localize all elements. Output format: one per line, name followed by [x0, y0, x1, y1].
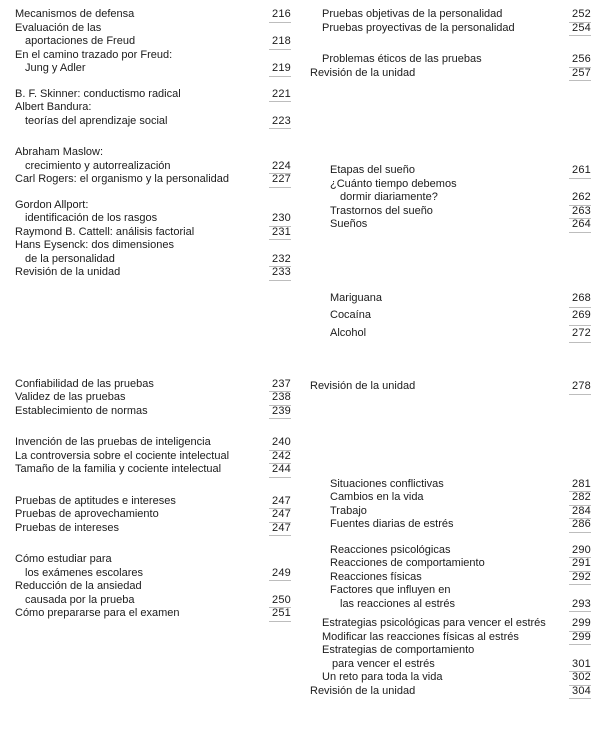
- toc-entry-text: Raymond B. Cattell: análisis factorial: [15, 225, 195, 238]
- toc-entry-text: Revisión de la unidad: [310, 66, 416, 79]
- toc-entry-line: [15, 391, 291, 405]
- toc-entry-text: Cambios en la vida: [330, 491, 424, 503]
- toc-page-number: 244: [269, 463, 291, 478]
- toc-entry-text: Situaciones conflictivas: [330, 477, 444, 490]
- toc-entry: [310, 518, 591, 532]
- toc-page-number: 278: [569, 380, 591, 395]
- toc-entry-text: Un reto para toda la vida: [322, 671, 443, 683]
- toc-group: [310, 380, 591, 394]
- toc-entry-text: Problemas éticos de las pruebas: [322, 53, 482, 65]
- toc-entry-text: Pruebas objetivas de la personalidad: [322, 8, 503, 20]
- toc-entry-line: [15, 495, 291, 509]
- toc-entry-line: [330, 557, 591, 571]
- toc-group: [310, 290, 591, 343]
- toc-entry: [15, 553, 291, 580]
- toc-entry-line: [15, 450, 291, 464]
- toc-entry-text: Revisión de la unidad: [310, 380, 416, 392]
- toc-entry: [310, 380, 591, 394]
- toc-entry-line: [330, 571, 591, 585]
- toc-entry: [15, 226, 291, 240]
- toc-group: [15, 8, 291, 76]
- toc-entry-text: Cocaína: [330, 309, 371, 321]
- toc-entry-line: [15, 239, 291, 253]
- toc-page-number: 227: [269, 173, 291, 188]
- toc-entry: [310, 164, 591, 178]
- toc-entry: [310, 178, 591, 205]
- toc-entry-text: Pruebas proyectivas de la personalidad: [322, 21, 515, 34]
- toc-entry: [310, 8, 591, 22]
- toc-page-number: 304: [569, 685, 591, 700]
- toc-page-number: 299: [569, 631, 591, 646]
- toc-page-number: 302: [569, 671, 591, 686]
- toc-entry-line: [15, 567, 291, 581]
- toc-entry-text: Invención de las pruebas de inteligencia: [15, 436, 211, 448]
- toc-entry-line: [15, 35, 291, 49]
- toc-entry: [310, 491, 591, 505]
- toc-page-number: 221: [269, 88, 291, 103]
- toc-page-number: 286: [569, 518, 591, 533]
- toc-page-number: 247: [269, 495, 291, 510]
- toc-entry: [310, 67, 591, 81]
- toc-page-number: 216: [269, 8, 291, 23]
- toc-entry-text: Etapas del sueño: [330, 164, 416, 176]
- toc-group: [310, 53, 591, 80]
- toc-page-number: 299: [569, 617, 591, 632]
- toc-entry-text: teorías del aprendizaje social: [25, 114, 168, 127]
- toc-page-number: 218: [269, 35, 291, 50]
- toc-entry-text: Tamaño de la familia y cociente intelectual: [15, 463, 222, 475]
- toc-entry-line: [330, 307, 591, 325]
- toc-entry: [310, 325, 591, 343]
- toc-entry: [310, 544, 591, 558]
- toc-group: [15, 553, 291, 621]
- toc-entry: [15, 522, 291, 536]
- toc-entry-text: Evaluación de las: [15, 21, 102, 34]
- toc-entry-line: [330, 598, 591, 612]
- toc-entry: [310, 644, 591, 671]
- toc-page-number: 262: [569, 191, 591, 206]
- toc-entry-line: [15, 594, 291, 608]
- toc-entry-line: [330, 178, 591, 192]
- toc-column-left: [15, 8, 291, 621]
- toc-page-number: 237: [269, 378, 291, 393]
- toc-entry-text: Alcohol: [330, 326, 367, 339]
- toc-entry-text: de la personalidad: [25, 252, 115, 265]
- toc-group: [310, 478, 591, 532]
- toc-entry-line: [15, 378, 291, 392]
- toc-entry-line: [15, 146, 291, 160]
- toc-page-number: 252: [569, 8, 591, 23]
- toc-group: [310, 8, 591, 35]
- toc-page-number: 240: [269, 436, 291, 451]
- toc-entry: [15, 101, 291, 128]
- toc-entry-text: las reacciones al estrés: [340, 597, 455, 610]
- toc-entry-text: causada por la prueba: [25, 593, 135, 606]
- toc-entry: [15, 450, 291, 464]
- toc-entry-text: Estrategias psicológicas para vencer el estrés: [322, 617, 546, 629]
- toc-entry-text: Gordon Allport:: [15, 198, 89, 211]
- toc-entry-text: Estrategias de comportamiento: [322, 644, 475, 656]
- toc-entry-line: [15, 522, 291, 536]
- toc-entry: [310, 53, 591, 67]
- toc-entry-line: [15, 88, 291, 102]
- toc-entry-text: Cómo estudiar para: [15, 553, 112, 565]
- toc-entry: [15, 463, 291, 477]
- toc-entry-line: [330, 584, 591, 598]
- toc-entry-line: [330, 325, 591, 343]
- toc-entry-text: los exámenes escolares: [25, 566, 144, 579]
- toc-entry-text: Pruebas de aptitudes e intereses: [15, 494, 176, 507]
- toc-group: [310, 617, 591, 698]
- toc-page-number: 231: [269, 226, 291, 241]
- toc-entry: [310, 218, 591, 232]
- toc-entry-line: [310, 380, 591, 394]
- toc-entry: [15, 49, 291, 76]
- toc-entry-line: [310, 67, 591, 81]
- toc-entry-line: [330, 544, 591, 558]
- toc-entry: [15, 173, 291, 187]
- toc-entry: [15, 8, 291, 22]
- toc-entry-line: [330, 505, 591, 519]
- toc-entry: [15, 266, 291, 280]
- toc-entry: [15, 405, 291, 419]
- toc-entry: [310, 205, 591, 219]
- toc-page-number: 261: [569, 164, 591, 179]
- toc-entry-text: B. F. Skinner: conductismo radical: [15, 87, 181, 100]
- toc-entry-text: Mariguana: [330, 291, 382, 304]
- toc-entry-line: [322, 671, 591, 685]
- toc-entry-line: [15, 160, 291, 174]
- toc-entry-line: [330, 218, 591, 232]
- toc-page-number: 224: [269, 160, 291, 175]
- toc-entry-line: [15, 553, 291, 567]
- toc-group: [15, 146, 291, 187]
- toc-entry: [15, 22, 291, 49]
- toc-entry-line: [15, 508, 291, 522]
- toc-page-number: 250: [269, 594, 291, 609]
- toc-entry-line: [322, 658, 591, 672]
- toc-entry-text: Pruebas de aprovechamiento: [15, 508, 159, 520]
- toc-entry: [15, 508, 291, 522]
- toc-page-number: 291: [569, 557, 591, 572]
- toc-page-number: 247: [269, 508, 291, 523]
- toc-entry-text: Trabajo: [330, 504, 367, 517]
- toc-entry-text: Hans Eysenck: dos dimensiones: [15, 239, 174, 251]
- toc-entry-line: [15, 101, 291, 115]
- toc-entry-text: En el camino trazado por Freud:: [15, 48, 173, 61]
- toc-entry-line: [15, 173, 291, 187]
- toc-entry-line: [15, 607, 291, 621]
- toc-entry-line: [322, 644, 591, 658]
- toc-entry: [15, 88, 291, 102]
- toc-entry-line: [330, 518, 591, 532]
- toc-entry-text: Reacciones psicológicas: [330, 543, 451, 556]
- toc-entry-text: Cómo prepararse para el examen: [15, 607, 180, 619]
- toc-entry: [310, 557, 591, 571]
- toc-entry: [310, 631, 591, 645]
- toc-entry: [310, 505, 591, 519]
- toc-entry-text: Confiabilidad de las pruebas: [15, 377, 154, 390]
- toc-entry-line: [330, 164, 591, 178]
- toc-entry-line: [322, 631, 591, 645]
- toc-entry: [15, 239, 291, 266]
- toc-entry-text: Reacciones de comportamiento: [330, 557, 485, 569]
- toc-entry: [15, 199, 291, 226]
- toc-group: [15, 378, 291, 419]
- toc-page-number: 251: [269, 607, 291, 622]
- toc-entry-line: [330, 478, 591, 492]
- toc-entry-line: [15, 212, 291, 226]
- toc-entry-text: Revisión de la unidad: [310, 684, 416, 697]
- toc-page-number: 290: [569, 544, 591, 559]
- toc-entry-line: [322, 617, 591, 631]
- toc-entry: [310, 685, 591, 699]
- toc-entry-line: [15, 226, 291, 240]
- toc-entry-line: [15, 199, 291, 213]
- toc-entry-text: Modificar las reacciones físicas al estrés: [322, 630, 519, 643]
- toc-entry-text: Carl Rogers: el organismo y la personalidad: [15, 173, 229, 185]
- toc-entry-text: Reducción de la ansiedad: [15, 580, 142, 592]
- toc-entry-text: aportaciones de Freud: [25, 35, 136, 47]
- toc-entry-line: [15, 463, 291, 477]
- toc-entry-text: Jung y Adler: [25, 62, 86, 74]
- toc-entry-line: [15, 580, 291, 594]
- toc-page-number: 293: [569, 598, 591, 613]
- toc-entry-text: Mecanismos de defensa: [15, 8, 135, 20]
- toc-page-number: 249: [269, 567, 291, 582]
- toc-entry-line: [15, 49, 291, 63]
- toc-entry: [15, 495, 291, 509]
- toc-page-number: 230: [269, 212, 291, 227]
- toc-entry-text: Abraham Maslow:: [15, 146, 104, 158]
- toc-page-number: 238: [269, 391, 291, 406]
- toc-entry: [310, 617, 591, 631]
- toc-entry-text: crecimiento y autorrealización: [25, 159, 171, 172]
- toc-page-number: 233: [269, 266, 291, 281]
- toc-entry-text: Revisión de la unidad: [15, 266, 121, 278]
- toc-entry: [310, 571, 591, 585]
- toc-entry-text: Fuentes diarias de estrés: [330, 518, 454, 530]
- toc-entry-text: Reacciones físicas: [330, 570, 422, 583]
- toc-entry-line: [322, 8, 591, 22]
- toc-page-number: 284: [569, 505, 591, 520]
- toc-entry-text: Trastornos del sueño: [330, 204, 433, 217]
- toc-entry: [310, 290, 591, 308]
- toc-entry-text: Pruebas de intereses: [15, 521, 119, 534]
- toc-page-number: 247: [269, 522, 291, 537]
- toc-page-number: 282: [569, 491, 591, 506]
- toc-page-number: 257: [569, 67, 591, 82]
- toc-entry: [310, 584, 591, 611]
- toc-entry-text: ¿Cuánto tiempo debemos: [330, 177, 457, 190]
- toc-entry-line: [15, 436, 291, 450]
- toc-entry: [15, 580, 291, 607]
- toc-entry-line: [330, 191, 591, 205]
- toc-entry-text: Factores que influyen en: [330, 584, 451, 596]
- toc-group: [15, 495, 291, 536]
- toc-entry: [15, 146, 291, 173]
- toc-entry-line: [322, 22, 591, 36]
- toc-entry-line: [15, 8, 291, 22]
- toc-group: [310, 544, 591, 612]
- toc-entry: [15, 391, 291, 405]
- toc-page-number: 301: [569, 658, 591, 673]
- toc-group: [15, 436, 291, 477]
- toc-entry-text: para vencer el estrés: [332, 657, 435, 670]
- toc-page-number: 263: [569, 205, 591, 220]
- toc-entry-line: [15, 253, 291, 267]
- toc-page-number: 281: [569, 478, 591, 493]
- toc-entry-line: [15, 405, 291, 419]
- toc-entry: [310, 671, 591, 685]
- toc-entry-line: [330, 205, 591, 219]
- toc-page-number: 256: [569, 53, 591, 68]
- toc-page-number: 272: [569, 325, 591, 344]
- toc-entry-line: [310, 685, 591, 699]
- toc-entry-line: [330, 290, 591, 308]
- toc-entry-text: Validez de las pruebas: [15, 391, 126, 403]
- toc-page-number: 269: [569, 307, 591, 326]
- toc-group: [15, 199, 291, 280]
- toc-entry-line: [15, 62, 291, 76]
- toc-entry: [310, 478, 591, 492]
- toc-page-number: 268: [569, 290, 591, 309]
- toc-page-number: 254: [569, 22, 591, 37]
- toc-entry: [310, 22, 591, 36]
- toc-entry: [15, 378, 291, 392]
- toc-page-number: 242: [269, 450, 291, 465]
- toc-page-number: 219: [269, 62, 291, 77]
- toc-entry: [15, 436, 291, 450]
- toc-entry-text: Establecimiento de normas: [15, 404, 148, 417]
- toc-page-number: 264: [569, 218, 591, 233]
- toc-entry-text: Sueños: [330, 218, 368, 230]
- toc-page-number: 239: [269, 405, 291, 420]
- toc-column-right: [310, 8, 591, 698]
- toc-entry-line: [15, 115, 291, 129]
- toc-entry-line: [330, 491, 591, 505]
- toc-group: [310, 164, 591, 232]
- toc-entry-text: dormir diariamente?: [340, 191, 438, 203]
- toc-entry-line: [15, 266, 291, 280]
- toc-entry-text: Albert Bandura:: [15, 101, 92, 113]
- toc-entry-line: [322, 53, 591, 67]
- toc-page-number: 292: [569, 571, 591, 586]
- toc-entry-text: identificación de los rasgos: [25, 212, 158, 224]
- toc-entry: [310, 307, 591, 325]
- toc-page-number: 223: [269, 115, 291, 130]
- toc-entry-text: La controversia sobre el cociente intelectual: [15, 449, 230, 462]
- toc-page-number: 232: [269, 253, 291, 268]
- toc-group: [15, 88, 291, 129]
- toc-entry-line: [15, 22, 291, 36]
- toc-entry: [15, 607, 291, 621]
